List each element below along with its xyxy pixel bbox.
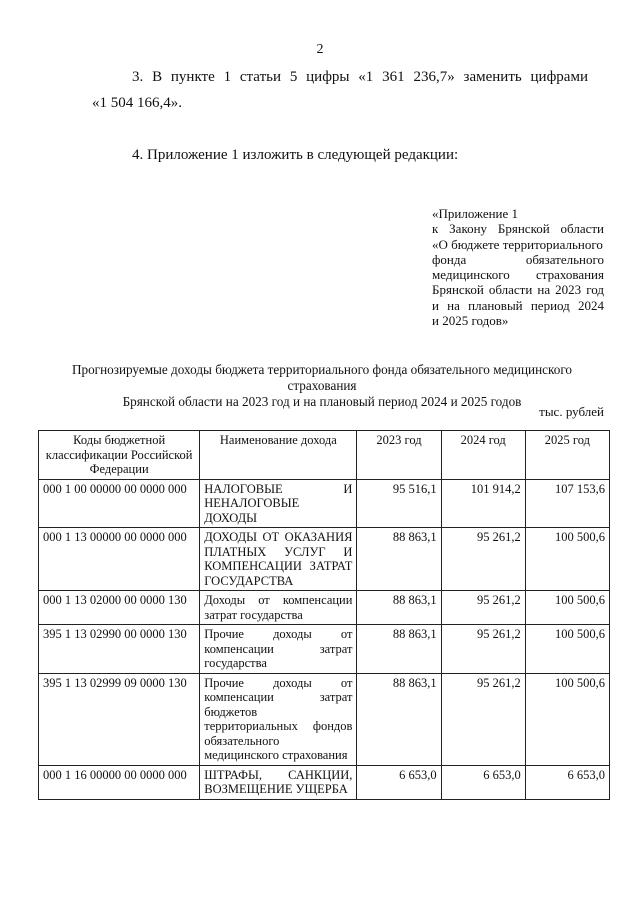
row-name: Доходы от компенсации затрат государства: [200, 591, 357, 625]
table-title-line: Прогнозируемые доходы бюджета территориального фонда обязательного медицинского страхования: [71, 362, 573, 393]
appendix-header-line: фонда обязательного: [432, 251, 604, 267]
row-value-2023: 95 516,1: [357, 479, 441, 528]
appendix-header-line: «О бюджете территориального: [432, 236, 603, 252]
row-value-2025: 6 653,0: [525, 765, 609, 799]
header-2023: 2023 год: [357, 431, 441, 480]
row-code: 000 1 16 00000 00 0000 000: [39, 765, 200, 799]
row-code: 000 1 13 00000 00 0000 000: [39, 528, 200, 591]
appendix-header-line: к Закону Брянской области: [432, 221, 604, 237]
appendix-header-line: «Приложение 1: [432, 206, 519, 221]
table-row: [39, 479, 610, 528]
table-title: [40, 362, 604, 410]
row-value-2025: 100 500,6: [525, 591, 609, 625]
appendix-header-line: и на плановый период 2024: [432, 297, 604, 313]
table-row: [39, 528, 610, 591]
appendix-header-line: медицинского страхования: [432, 267, 604, 283]
row-value-2024: 6 653,0: [441, 765, 525, 799]
row-name: ДОХОДЫ ОТ ОКАЗАНИЯ ПЛАТНЫХ УСЛУГ И КОМПЕНСАЦИИ ЗАТРАТ ГОСУДАРСТВА: [200, 528, 357, 591]
unit-label: тыс. рублей: [539, 404, 604, 419]
row-code: 395 1 13 02999 09 0000 130: [39, 673, 200, 765]
row-name: НАЛОГОВЫЕ И НЕНАЛОГОВЫЕ ДОХОДЫ: [200, 479, 357, 528]
page-number: 2: [316, 42, 324, 57]
row-value-2024: 95 261,2: [441, 591, 525, 625]
row-value-2025: 100 500,6: [525, 528, 609, 591]
row-value-2024: 101 914,2: [441, 479, 525, 528]
row-value-2025: 107 153,6: [525, 479, 609, 528]
row-value-2025: 100 500,6: [525, 625, 609, 674]
row-value-2023: 88 863,1: [357, 591, 441, 625]
paragraph-4: 4. Приложение 1 изложить в следующей редакции:: [132, 147, 459, 163]
row-name: ШТРАФЫ, САНКЦИИ, ВОЗМЕЩЕНИЕ УЩЕРБА: [200, 765, 357, 799]
header-2025: 2025 год: [525, 431, 609, 480]
row-code: 000 1 00 00000 00 0000 000: [39, 479, 200, 528]
row-value-2024: 95 261,2: [441, 528, 525, 591]
row-name: Прочие доходы от компенсации затрат государства: [200, 625, 357, 674]
table-row: [39, 625, 610, 674]
table-row: [39, 765, 610, 799]
row-value-2024: 95 261,2: [441, 625, 525, 674]
table-row: [39, 673, 610, 765]
header-2024: 2024 год: [441, 431, 525, 480]
row-code: 395 1 13 02990 00 0000 130: [39, 625, 200, 674]
paragraph-3-line-1: 3. В пункте 1 статьи 5 цифры «1 361 236,7» заменить цифрами: [132, 69, 588, 85]
header-name: Наименование дохода: [200, 431, 357, 480]
row-value-2023: 88 863,1: [357, 528, 441, 591]
row-value-2023: 6 653,0: [357, 765, 441, 799]
appendix-header-line: Брянской области на 2023 год: [432, 282, 604, 298]
table-header-row: [39, 431, 610, 480]
appendix-header: [432, 206, 604, 328]
revenue-table: [38, 430, 610, 800]
row-value-2023: 88 863,1: [357, 625, 441, 674]
paragraph-3-line-2: «1 504 166,4».: [92, 95, 182, 111]
row-value-2023: 88 863,1: [357, 673, 441, 765]
row-value-2025: 100 500,6: [525, 673, 609, 765]
row-name: Прочие доходы от компенсации затрат бюджетов территориальных фондов обязательного медицинского страхования: [200, 673, 357, 765]
table-row: [39, 591, 610, 625]
row-code: 000 1 13 02000 00 0000 130: [39, 591, 200, 625]
appendix-header-line: и 2025 годов»: [432, 313, 509, 329]
header-code: Коды бюджетной классификации Российской Федерации: [39, 431, 200, 480]
row-value-2024: 95 261,2: [441, 673, 525, 765]
table-title-line: Брянской области на 2023 год и на плановый период 2024 и 2025 годов: [122, 394, 522, 409]
